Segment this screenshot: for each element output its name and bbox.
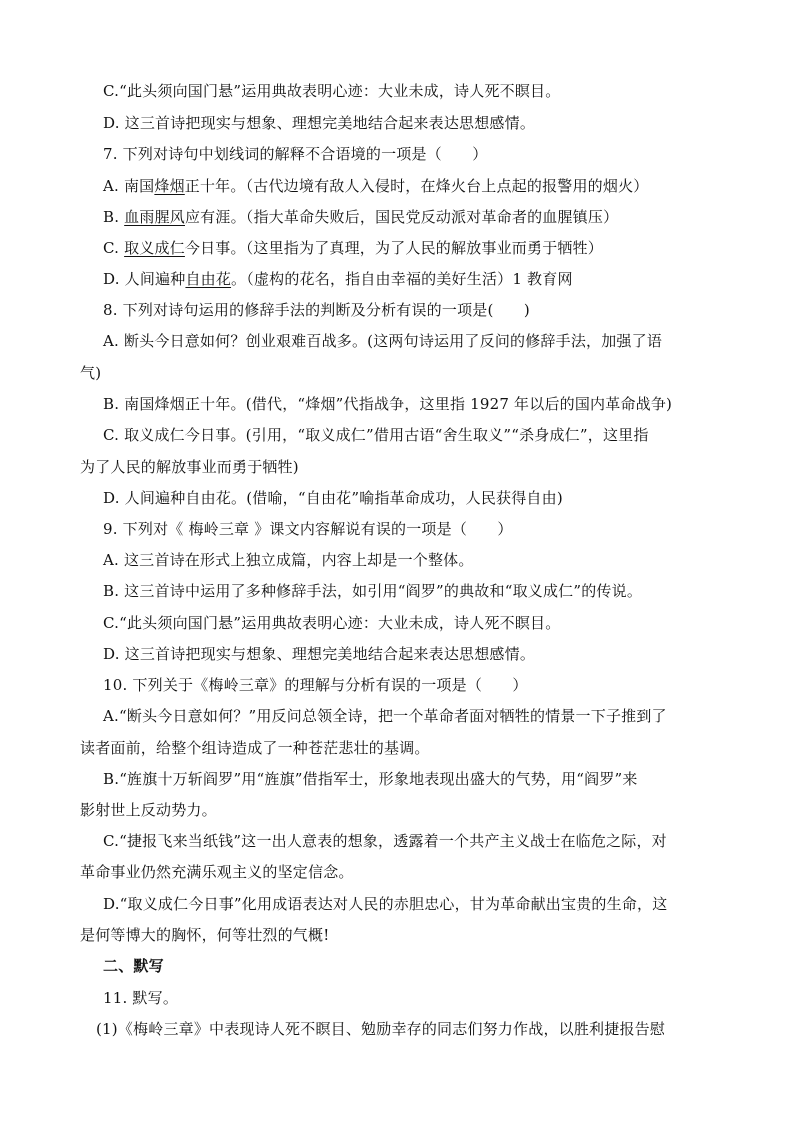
- question-11: 11. 默写。: [103, 989, 179, 1007]
- underlined-word: 烽烟: [154, 177, 185, 195]
- option-b-q9: B. 这三首诗中运用了多种修辞手法，如引用“阎罗”的典故和“取义成仁”的传说。: [103, 582, 643, 600]
- option-c-q10-cont: 革命事业仍然充满乐观主义的坚定信念。: [80, 863, 354, 881]
- question-8: 8. 下列对诗句运用的修辞手法的判断及分析有误的一项是( ): [103, 301, 530, 319]
- option-a-q8: A. 断头今日意如何？创业艰难百战多。(这两句诗运用了反问的修辞手法，加强了语: [103, 332, 663, 350]
- underlined-word: 取义成仁: [124, 239, 185, 257]
- option-b-q10-cont: 影射世上反动势力。: [80, 801, 217, 819]
- option-d-q10: D.“取义成仁今日事”化用成语表达对人民的赤胆忠心，甘为革命献出宝贵的生命，这: [103, 895, 668, 913]
- option-c-q6: C.“此头须向国门悬”运用典故表明心迹：大业未成，诗人死不瞑目。: [103, 82, 561, 100]
- question-11-part-1: (1)《梅岭三章》中表现诗人死不瞑目、勉励幸存的同志们努力作战，以胜利捷报告慰: [96, 1020, 666, 1038]
- option-a-q7: A. 南国烽烟正十年。（古代边境有敌人入侵时，在烽火台上点起的报警用的烟火）: [103, 177, 649, 195]
- underlined-word: 血雨腥风: [124, 208, 185, 226]
- option-b-q7: B. 血雨腥风应有涯。（指大革命失败后，国民党反动派对革命者的血腥镇压）: [103, 208, 619, 226]
- underlined-word: 自由花: [185, 270, 232, 288]
- option-c-q10: C.“捷报飞来当纸钱”这一出人意表的想象，透露着一个共产主义战士在临危之际，对: [103, 832, 667, 850]
- option-d-q9: D. 这三首诗把现实与想象、理想完美地结合起来表达思想感情。: [103, 645, 536, 663]
- question-7: 7. 下列对诗句中划线词的解释不合语境的一项是（ ）: [103, 145, 488, 163]
- section-heading-dictation: 二、默写: [103, 957, 164, 975]
- option-a-q10: A.“断头今日意如何？”用反问总领全诗，把一个革命者面对牺牲的情景一下子推到了: [103, 707, 667, 725]
- option-a-q9: A. 这三首诗在形式上独立成篇，内容上却是一个整体。: [103, 551, 474, 569]
- option-b-q10: B.“旌旗十万斩阎罗”用“旌旗”借指军士，形象地表现出盛大的气势，用“阎罗”来: [103, 770, 638, 788]
- option-c-q8-cont: 为了人民的解放事业而勇于牺牲): [80, 458, 299, 476]
- question-9: 9. 下列对《 梅岭三章 》课文内容解说有误的一项是（ ）: [103, 520, 513, 538]
- option-a-q10-cont: 读者面前，给整个组诗造成了一种苍茫悲壮的基调。: [80, 739, 430, 757]
- option-d-q7: D. 人间遍种自由花。（虚构的花名，指自由幸福的美好生活）1 教育网: [103, 270, 573, 288]
- option-d-q8: D. 人间遍种自由花。(借喻，“自由花”喻指革命成功，人民获得自由): [103, 489, 563, 507]
- option-c-q7: C. 取义成仁今日事。（这里指为了真理，为了人民的解放事业而勇于牺牲）: [103, 239, 604, 257]
- option-c-q9: C.“此头须向国门悬”运用典故表明心迹：大业未成，诗人死不瞑目。: [103, 614, 561, 632]
- option-a-q8-cont: 气): [80, 364, 102, 382]
- option-d-q6: D. 这三首诗把现实与想象、理想完美地结合起来表达思想感情。: [103, 114, 536, 132]
- option-c-q8: C. 取义成仁今日事。(引用，“取义成仁”借用古语“舍生取义”“杀身成仁”，这里指: [103, 426, 649, 444]
- option-b-q8: B. 南国烽烟正十年。(借代，“烽烟”代指战争，这里指 1927 年以后的国内革命战争): [103, 395, 673, 413]
- question-10: 10. 下列关于《梅岭三章》的理解与分析有误的一项是（ ）: [103, 676, 528, 694]
- option-d-q10-cont: 是何等博大的胸怀，何等壮烈的气概!: [80, 926, 330, 944]
